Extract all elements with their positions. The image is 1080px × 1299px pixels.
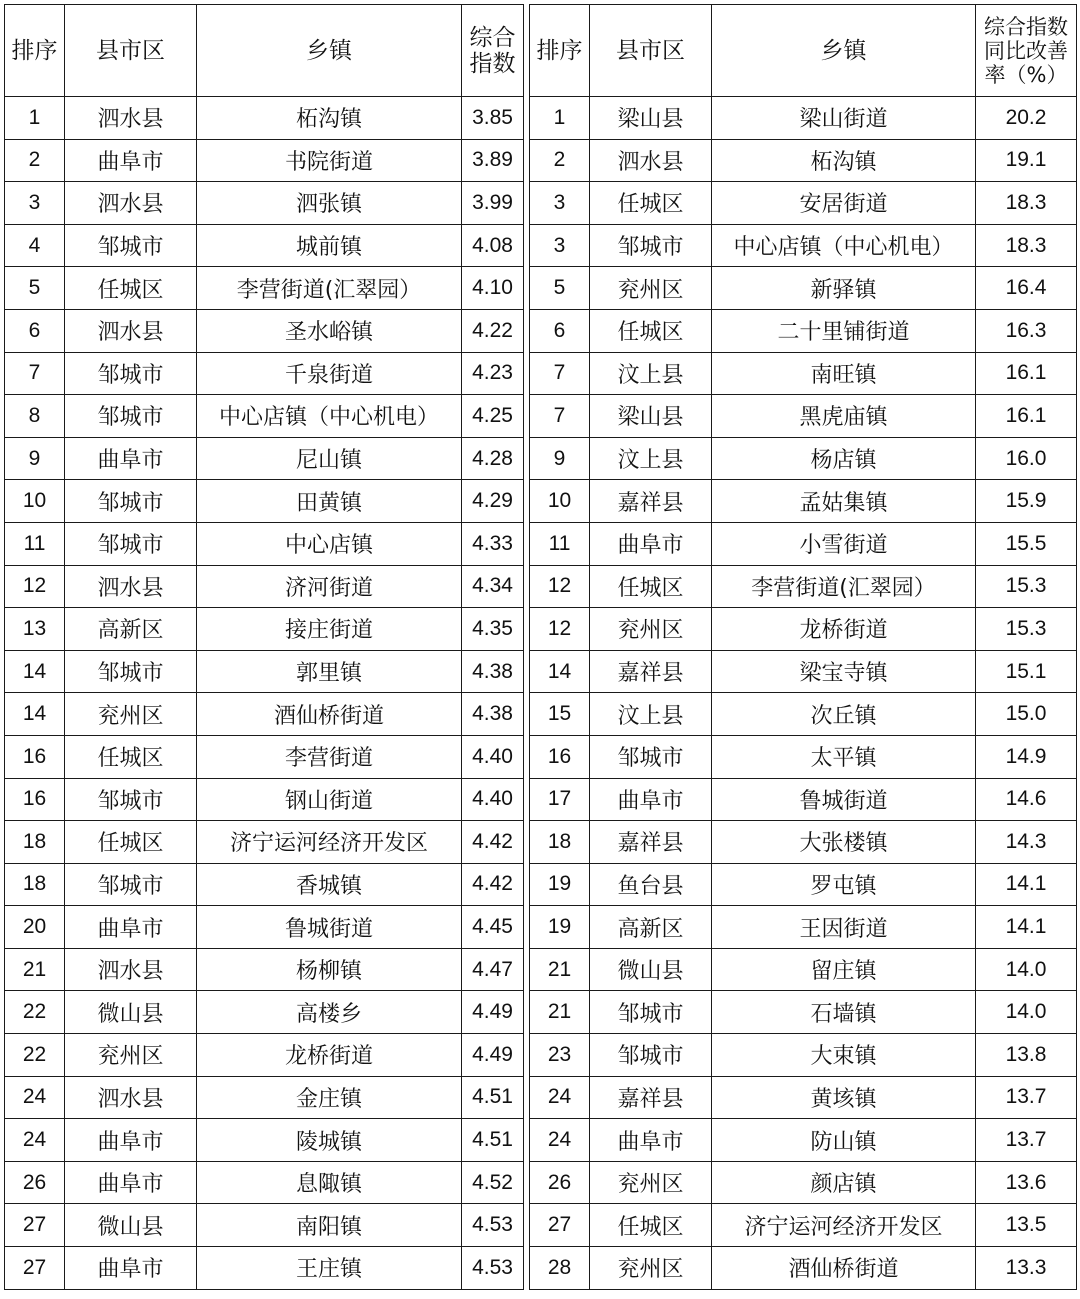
rank-cell: 19 — [530, 906, 590, 949]
county-cell: 邹城市 — [65, 522, 197, 565]
town-cell: 李营街道(汇翠园） — [712, 565, 976, 608]
value-cell: 18.3 — [976, 182, 1077, 225]
value-cell: 4.52 — [462, 1161, 524, 1204]
rank-cell: 15 — [530, 693, 590, 736]
town-cell: 鲁城街道 — [712, 778, 976, 821]
value-cell: 16.1 — [976, 352, 1077, 395]
town-cell: 酒仙桥街道 — [197, 693, 462, 736]
table-row — [530, 821, 1077, 864]
rank-cell: 17 — [530, 778, 590, 821]
value-cell: 4.23 — [462, 352, 524, 395]
county-cell: 曲阜市 — [590, 1119, 712, 1162]
county-cell: 泗水县 — [65, 97, 197, 140]
rank-cell: 1 — [530, 97, 590, 140]
value-cell: 4.22 — [462, 309, 524, 352]
table-row — [530, 608, 1077, 651]
town-cell: 中心店镇 — [197, 522, 462, 565]
table-row — [5, 309, 524, 352]
town-cell: 鲁城街道 — [197, 906, 462, 949]
town-cell: 李营街道(汇翠园） — [197, 267, 462, 310]
rank-cell: 11 — [5, 522, 65, 565]
town-cell: 次丘镇 — [712, 693, 976, 736]
table-row — [530, 906, 1077, 949]
value-cell: 14.3 — [976, 821, 1077, 864]
table-row — [530, 948, 1077, 991]
value-cell: 13.6 — [976, 1161, 1077, 1204]
value-cell: 16.4 — [976, 267, 1077, 310]
value-cell: 13.7 — [976, 1119, 1077, 1162]
value-cell: 13.8 — [976, 1034, 1077, 1077]
value-cell: 13.7 — [976, 1076, 1077, 1119]
table-row — [5, 395, 524, 438]
value-cell: 15.1 — [976, 650, 1077, 693]
town-cell: 大束镇 — [712, 1034, 976, 1077]
town-cell: 杨柳镇 — [197, 948, 462, 991]
town-cell: 泗张镇 — [197, 182, 462, 225]
rank-cell: 10 — [5, 480, 65, 523]
county-cell: 兖州区 — [590, 1161, 712, 1204]
header-town: 乡镇 — [712, 5, 976, 97]
county-cell: 邹城市 — [590, 224, 712, 267]
county-cell: 任城区 — [590, 565, 712, 608]
rank-cell: 27 — [530, 1204, 590, 1247]
value-cell: 4.51 — [462, 1076, 524, 1119]
town-cell: 柘沟镇 — [197, 97, 462, 140]
table-row — [5, 97, 524, 140]
rank-cell: 24 — [5, 1076, 65, 1119]
rank-cell: 24 — [530, 1119, 590, 1162]
county-cell: 邹城市 — [590, 991, 712, 1034]
value-cell: 4.49 — [462, 991, 524, 1034]
value-cell: 16.1 — [976, 395, 1077, 438]
town-cell: 二十里铺街道 — [712, 309, 976, 352]
county-cell: 邹城市 — [590, 735, 712, 778]
table-row — [530, 650, 1077, 693]
table-row — [530, 352, 1077, 395]
rank-cell: 14 — [530, 650, 590, 693]
header-rank: 排序 — [5, 5, 65, 97]
value-cell: 20.2 — [976, 97, 1077, 140]
rank-cell: 27 — [5, 1204, 65, 1247]
rank-cell: 8 — [5, 395, 65, 438]
table-row — [530, 480, 1077, 523]
value-cell: 4.40 — [462, 778, 524, 821]
county-cell: 兖州区 — [590, 267, 712, 310]
table-row — [530, 735, 1077, 778]
town-cell: 尼山镇 — [197, 437, 462, 480]
county-cell: 任城区 — [590, 182, 712, 225]
table-row — [530, 224, 1077, 267]
county-cell: 汶上县 — [590, 437, 712, 480]
rank-cell: 7 — [530, 352, 590, 395]
table-row — [5, 139, 524, 182]
rank-cell: 3 — [5, 182, 65, 225]
town-cell: 田黄镇 — [197, 480, 462, 523]
county-cell: 泗水县 — [65, 309, 197, 352]
table-row — [5, 650, 524, 693]
rank-cell: 26 — [530, 1161, 590, 1204]
table-row — [5, 352, 524, 395]
rank-cell: 14 — [5, 650, 65, 693]
county-cell: 任城区 — [65, 267, 197, 310]
rank-cell: 12 — [5, 565, 65, 608]
county-cell: 任城区 — [65, 821, 197, 864]
rank-cell: 27 — [5, 1247, 65, 1290]
value-cell: 4.40 — [462, 735, 524, 778]
table-row — [5, 991, 524, 1034]
county-cell: 曲阜市 — [65, 906, 197, 949]
rank-cell: 18 — [5, 863, 65, 906]
rank-cell: 22 — [5, 991, 65, 1034]
table-row — [5, 948, 524, 991]
rank-cell: 24 — [530, 1076, 590, 1119]
value-cell: 4.25 — [462, 395, 524, 438]
county-cell: 兖州区 — [65, 693, 197, 736]
town-cell: 济河街道 — [197, 565, 462, 608]
county-cell: 兖州区 — [65, 1034, 197, 1077]
county-cell: 嘉祥县 — [590, 821, 712, 864]
table-row — [530, 778, 1077, 821]
table-row — [5, 224, 524, 267]
rank-cell: 20 — [5, 906, 65, 949]
rank-cell: 21 — [5, 948, 65, 991]
table-row — [5, 1119, 524, 1162]
rank-cell: 3 — [530, 224, 590, 267]
town-cell: 黑虎庙镇 — [712, 395, 976, 438]
county-cell: 邹城市 — [65, 863, 197, 906]
table-row — [5, 821, 524, 864]
value-cell: 13.3 — [976, 1247, 1077, 1290]
table-row — [5, 906, 524, 949]
rank-cell: 7 — [5, 352, 65, 395]
town-cell: 颜店镇 — [712, 1161, 976, 1204]
value-cell: 15.9 — [976, 480, 1077, 523]
table-row — [530, 863, 1077, 906]
table-body — [530, 97, 1077, 1290]
town-cell: 圣水峪镇 — [197, 309, 462, 352]
table-body — [5, 97, 524, 1290]
town-cell: 王庄镇 — [197, 1247, 462, 1290]
value-cell: 4.29 — [462, 480, 524, 523]
value-cell: 19.1 — [976, 139, 1077, 182]
town-cell: 香城镇 — [197, 863, 462, 906]
rank-cell: 2 — [530, 139, 590, 182]
value-cell: 4.42 — [462, 821, 524, 864]
table-row — [5, 522, 524, 565]
town-cell: 南旺镇 — [712, 352, 976, 395]
value-cell: 14.1 — [976, 906, 1077, 949]
county-cell: 微山县 — [65, 991, 197, 1034]
value-cell: 14.0 — [976, 948, 1077, 991]
header-composite-index: 综合 指数 — [462, 5, 524, 97]
value-cell: 14.9 — [976, 735, 1077, 778]
county-cell: 微山县 — [65, 1204, 197, 1247]
town-cell: 陵城镇 — [197, 1119, 462, 1162]
town-cell: 龙桥街道 — [197, 1034, 462, 1077]
town-cell: 息陬镇 — [197, 1161, 462, 1204]
table-row — [530, 267, 1077, 310]
rank-cell: 9 — [530, 437, 590, 480]
county-cell: 曲阜市 — [65, 437, 197, 480]
county-cell: 梁山县 — [590, 395, 712, 438]
rank-cell: 5 — [5, 267, 65, 310]
table-row — [5, 565, 524, 608]
value-cell: 4.08 — [462, 224, 524, 267]
table-row — [5, 693, 524, 736]
county-cell: 邹城市 — [65, 650, 197, 693]
town-cell: 接庄街道 — [197, 608, 462, 651]
header-row — [5, 5, 524, 97]
value-cell: 4.45 — [462, 906, 524, 949]
table-row — [530, 1034, 1077, 1077]
town-cell: 柘沟镇 — [712, 139, 976, 182]
rank-cell: 16 — [530, 735, 590, 778]
town-cell: 王因街道 — [712, 906, 976, 949]
rank-cell: 13 — [5, 608, 65, 651]
value-cell: 3.89 — [462, 139, 524, 182]
rank-cell: 18 — [530, 821, 590, 864]
rank-cell: 21 — [530, 991, 590, 1034]
county-cell: 邹城市 — [590, 1034, 712, 1077]
town-cell: 高楼乡 — [197, 991, 462, 1034]
town-cell: 城前镇 — [197, 224, 462, 267]
table-row — [530, 437, 1077, 480]
town-cell: 书院街道 — [197, 139, 462, 182]
county-cell: 鱼台县 — [590, 863, 712, 906]
table-row — [530, 522, 1077, 565]
town-cell: 中心店镇（中心机电） — [197, 395, 462, 438]
header-rank: 排序 — [530, 5, 590, 97]
ranking-table-improvement-rate — [529, 4, 1077, 1290]
county-cell: 曲阜市 — [65, 139, 197, 182]
rank-cell: 7 — [530, 395, 590, 438]
table-row — [530, 139, 1077, 182]
value-cell: 14.1 — [976, 863, 1077, 906]
town-cell: 留庄镇 — [712, 948, 976, 991]
county-cell: 泗水县 — [65, 1076, 197, 1119]
table-row — [5, 735, 524, 778]
rank-cell: 3 — [530, 182, 590, 225]
table-row — [530, 693, 1077, 736]
table-row — [530, 1161, 1077, 1204]
rank-cell: 12 — [530, 608, 590, 651]
value-cell: 4.34 — [462, 565, 524, 608]
county-cell: 曲阜市 — [590, 522, 712, 565]
value-cell: 4.38 — [462, 650, 524, 693]
county-cell: 泗水县 — [65, 948, 197, 991]
rank-cell: 6 — [5, 309, 65, 352]
header-row — [530, 5, 1077, 97]
county-cell: 梁山县 — [590, 97, 712, 140]
town-cell: 梁山街道 — [712, 97, 976, 140]
rank-cell: 21 — [530, 948, 590, 991]
town-cell: 大张楼镇 — [712, 821, 976, 864]
value-cell: 4.10 — [462, 267, 524, 310]
value-cell: 4.28 — [462, 437, 524, 480]
value-cell: 4.53 — [462, 1204, 524, 1247]
town-cell: 南阳镇 — [197, 1204, 462, 1247]
county-cell: 高新区 — [590, 906, 712, 949]
table-row — [5, 1247, 524, 1290]
county-cell: 邹城市 — [65, 395, 197, 438]
rank-cell: 18 — [5, 821, 65, 864]
value-cell: 3.99 — [462, 182, 524, 225]
header-county: 县市区 — [65, 5, 197, 97]
town-cell: 罗屯镇 — [712, 863, 976, 906]
table-row — [5, 267, 524, 310]
town-cell: 钢山街道 — [197, 778, 462, 821]
rank-cell: 16 — [5, 778, 65, 821]
value-cell: 4.42 — [462, 863, 524, 906]
table-row — [5, 437, 524, 480]
value-cell: 15.3 — [976, 565, 1077, 608]
county-cell: 兖州区 — [590, 1247, 712, 1290]
value-cell: 4.47 — [462, 948, 524, 991]
county-cell: 兖州区 — [590, 608, 712, 651]
town-cell: 李营街道 — [197, 735, 462, 778]
rank-cell: 19 — [530, 863, 590, 906]
value-cell: 4.53 — [462, 1247, 524, 1290]
county-cell: 曲阜市 — [65, 1247, 197, 1290]
town-cell: 济宁运河经济开发区 — [197, 821, 462, 864]
rank-cell: 1 — [5, 97, 65, 140]
value-cell: 4.38 — [462, 693, 524, 736]
rank-cell: 9 — [5, 437, 65, 480]
town-cell: 防山镇 — [712, 1119, 976, 1162]
town-cell: 杨店镇 — [712, 437, 976, 480]
town-cell: 黄垓镇 — [712, 1076, 976, 1119]
county-cell: 泗水县 — [65, 565, 197, 608]
county-cell: 任城区 — [65, 735, 197, 778]
county-cell: 曲阜市 — [65, 1161, 197, 1204]
county-cell: 任城区 — [590, 309, 712, 352]
town-cell: 龙桥街道 — [712, 608, 976, 651]
value-cell: 15.3 — [976, 608, 1077, 651]
header-town: 乡镇 — [197, 5, 462, 97]
county-cell: 微山县 — [590, 948, 712, 991]
county-cell: 泗水县 — [590, 139, 712, 182]
table-row — [530, 182, 1077, 225]
county-cell: 曲阜市 — [65, 1119, 197, 1162]
rank-cell: 11 — [530, 522, 590, 565]
value-cell: 15.0 — [976, 693, 1077, 736]
town-cell: 千泉街道 — [197, 352, 462, 395]
county-cell: 曲阜市 — [590, 778, 712, 821]
value-cell: 3.85 — [462, 97, 524, 140]
table-row — [530, 97, 1077, 140]
county-cell: 汶上县 — [590, 693, 712, 736]
value-cell: 4.51 — [462, 1119, 524, 1162]
town-cell: 酒仙桥街道 — [712, 1247, 976, 1290]
table-row — [5, 1076, 524, 1119]
value-cell: 16.0 — [976, 437, 1077, 480]
ranking-table-composite-index — [4, 4, 524, 1290]
header-county: 县市区 — [590, 5, 712, 97]
town-cell: 郭里镇 — [197, 650, 462, 693]
table-row — [530, 1119, 1077, 1162]
table-row — [530, 1204, 1077, 1247]
rank-cell: 26 — [5, 1161, 65, 1204]
value-cell: 15.5 — [976, 522, 1077, 565]
table-row — [5, 182, 524, 225]
value-cell: 4.49 — [462, 1034, 524, 1077]
town-cell: 安居街道 — [712, 182, 976, 225]
county-cell: 嘉祥县 — [590, 1076, 712, 1119]
rank-cell: 12 — [530, 565, 590, 608]
county-cell: 嘉祥县 — [590, 480, 712, 523]
table-row — [5, 480, 524, 523]
value-cell: 14.6 — [976, 778, 1077, 821]
county-cell: 邹城市 — [65, 480, 197, 523]
town-cell: 石墙镇 — [712, 991, 976, 1034]
town-cell: 梁宝寺镇 — [712, 650, 976, 693]
table-row — [530, 565, 1077, 608]
rank-cell: 6 — [530, 309, 590, 352]
county-cell: 泗水县 — [65, 182, 197, 225]
rank-cell: 23 — [530, 1034, 590, 1077]
value-cell: 13.5 — [976, 1204, 1077, 1247]
town-cell: 新驿镇 — [712, 267, 976, 310]
rank-cell: 16 — [5, 735, 65, 778]
header-improvement-rate: 综合指数 同比改善 率（%） — [976, 5, 1077, 97]
county-cell: 任城区 — [590, 1204, 712, 1247]
table-row — [530, 1076, 1077, 1119]
table-row — [5, 863, 524, 906]
county-cell: 邹城市 — [65, 224, 197, 267]
value-cell: 16.3 — [976, 309, 1077, 352]
town-cell: 中心店镇（中心机电） — [712, 224, 976, 267]
value-cell: 14.0 — [976, 991, 1077, 1034]
value-cell: 4.33 — [462, 522, 524, 565]
table-row — [530, 1247, 1077, 1290]
rank-cell: 2 — [5, 139, 65, 182]
county-cell: 邹城市 — [65, 352, 197, 395]
table-row — [5, 778, 524, 821]
rank-cell: 10 — [530, 480, 590, 523]
town-cell: 小雪街道 — [712, 522, 976, 565]
county-cell: 高新区 — [65, 608, 197, 651]
table-row — [5, 1161, 524, 1204]
county-cell: 邹城市 — [65, 778, 197, 821]
rank-cell: 28 — [530, 1247, 590, 1290]
town-cell: 济宁运河经济开发区 — [712, 1204, 976, 1247]
rank-cell: 14 — [5, 693, 65, 736]
table-row — [5, 608, 524, 651]
table-row — [5, 1034, 524, 1077]
town-cell: 孟姑集镇 — [712, 480, 976, 523]
town-cell: 太平镇 — [712, 735, 976, 778]
table-row — [530, 309, 1077, 352]
table-row — [530, 395, 1077, 438]
table-row — [5, 1204, 524, 1247]
table-row — [530, 991, 1077, 1034]
rank-cell: 4 — [5, 224, 65, 267]
rank-cell: 22 — [5, 1034, 65, 1077]
county-cell: 嘉祥县 — [590, 650, 712, 693]
town-cell: 金庄镇 — [197, 1076, 462, 1119]
value-cell: 18.3 — [976, 224, 1077, 267]
rank-cell: 5 — [530, 267, 590, 310]
value-cell: 4.35 — [462, 608, 524, 651]
county-cell: 汶上县 — [590, 352, 712, 395]
rank-cell: 24 — [5, 1119, 65, 1162]
